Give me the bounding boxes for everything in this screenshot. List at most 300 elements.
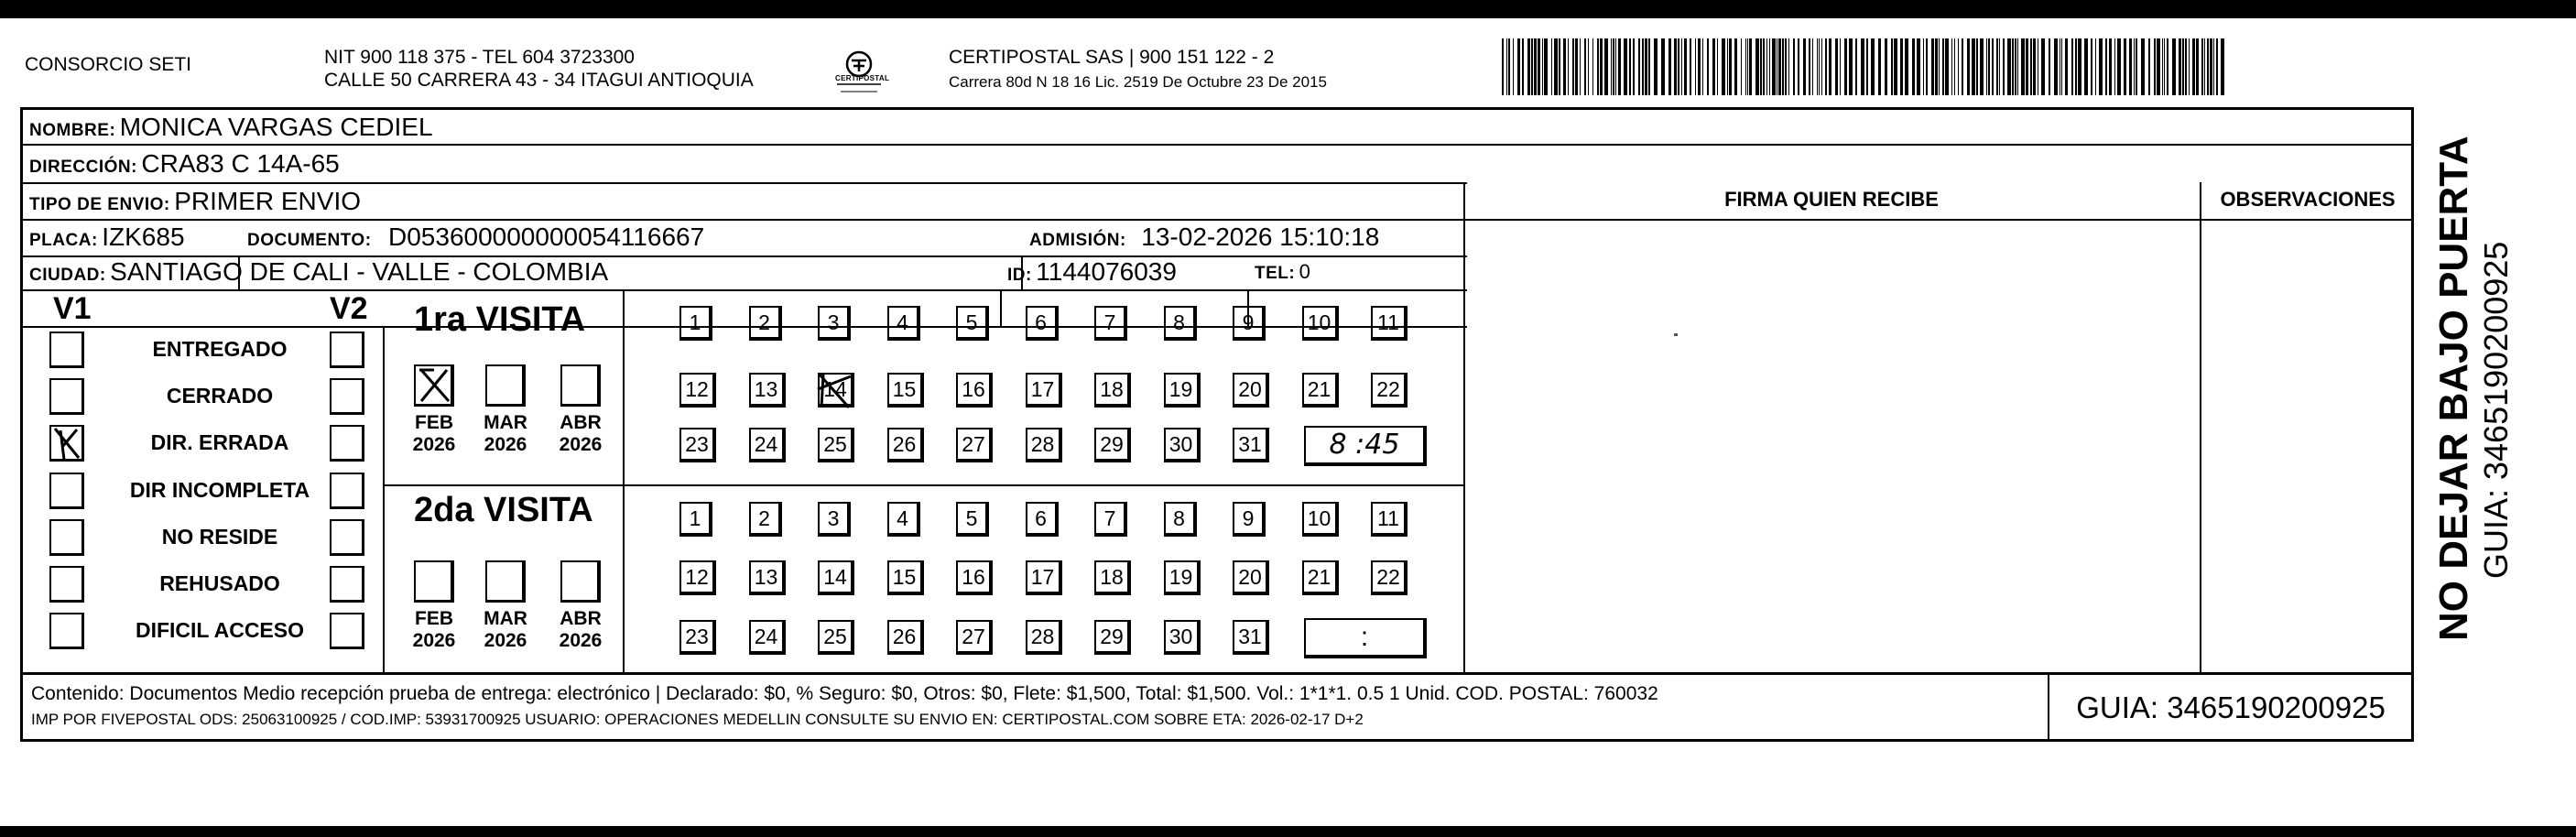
barcode-bar [1766, 38, 1767, 95]
barcode-bar [1844, 38, 1847, 95]
barcode-bar [2204, 38, 2205, 95]
barcode-bar [1945, 38, 1949, 95]
barcode-bar [2201, 38, 2203, 95]
barcode-bar [1891, 38, 1893, 95]
status-label: REHUSADO [159, 571, 280, 595]
day-checkbox[interactable]: 12 [679, 373, 716, 408]
barcode-bar [2049, 38, 2050, 95]
barcode-bar [2196, 38, 2199, 95]
barcode-bar [1517, 38, 1520, 95]
documento-row [247, 222, 704, 257]
day-checkbox[interactable]: 10 [1302, 502, 1339, 537]
month-checkbox[interactable] [560, 560, 601, 603]
month-label [553, 608, 608, 652]
day-checkbox[interactable]: 26 [887, 620, 924, 655]
barcode-bar [1527, 38, 1530, 95]
month-year: 2026 [412, 434, 456, 455]
nombre-value: MONICA VARGAS CEDIEL [119, 113, 433, 141]
month-name: ABR [560, 608, 602, 629]
barcode-bar [1835, 38, 1838, 95]
barcode-bar [1615, 38, 1616, 95]
v1-checkbox[interactable] [49, 613, 84, 649]
barcode-bar [1760, 38, 1762, 95]
barcode-bar [1972, 38, 1975, 95]
month-label [407, 412, 462, 456]
barcode-bar [1871, 38, 1875, 95]
v2-checkbox[interactable] [330, 332, 364, 368]
month-year: 2026 [559, 630, 603, 651]
barcode-bar [1912, 38, 1915, 95]
barcode-bar [2134, 38, 2135, 95]
barcode-bar [2114, 38, 2115, 95]
barcode-bar [2091, 38, 2092, 95]
id-label: ID: [1007, 266, 1032, 285]
status-label: ENTREGADO [152, 337, 288, 361]
rule [22, 219, 2412, 221]
day-checkbox[interactable]: 19 [1164, 373, 1201, 408]
status-label: DIR INCOMPLETA [129, 478, 310, 502]
day-checkbox[interactable]: 22 [1371, 560, 1408, 595]
barcode-bar [2185, 38, 2187, 95]
barcode-bar [1604, 38, 1608, 95]
day-checkbox[interactable]: 8 [1164, 306, 1197, 341]
day-checkbox[interactable]: 30 [1164, 620, 1201, 655]
logo-text: CERTIPOSTAL [835, 74, 890, 82]
day-checkbox[interactable]: 9 [1233, 502, 1266, 537]
barcode-bar [2061, 38, 2062, 95]
barcode-bar [1506, 38, 1507, 95]
barcode-bar [1722, 38, 1725, 95]
barcode-bar [1727, 38, 1728, 95]
day-checkbox[interactable]: 27 [956, 620, 993, 655]
barcode-bar [1923, 38, 1924, 95]
barcode-bar [2003, 38, 2005, 95]
documento-value: D053600000000054116667 [388, 223, 705, 251]
barcode-bar [1534, 38, 1537, 95]
month-year: 2026 [412, 630, 456, 651]
day-checkbox[interactable]: 1 [679, 502, 712, 537]
barcode-bar [1825, 38, 1827, 95]
barcode-bar [2162, 38, 2163, 95]
day-checkbox[interactable]: 18 [1094, 560, 1131, 595]
v1-checkbox[interactable] [49, 332, 84, 368]
tipo-row [29, 186, 361, 222]
day-checkbox[interactable]: 25 [818, 620, 854, 655]
top-edge-bar [0, 0, 2576, 18]
tipo-value: PRIMER ENVIO [174, 187, 362, 215]
v1-checkbox[interactable] [49, 425, 84, 462]
barcode-bar [1522, 38, 1524, 95]
barcode-bar [1648, 38, 1650, 95]
barcode-bar [1866, 38, 1868, 95]
barcode-bar [1812, 38, 1813, 95]
barcode-bar [1629, 38, 1631, 95]
day-checkbox[interactable]: 16 [956, 373, 993, 408]
barcode-bar [1885, 38, 1887, 95]
day-checkbox[interactable]: 4 [887, 502, 920, 537]
day-checkbox[interactable]: 21 [1302, 373, 1339, 408]
barcode-bar [1684, 38, 1687, 95]
sender-address: CALLE 50 CARRERA 43 - 34 ITAGUI ANTIOQUIA [324, 70, 754, 91]
barcode-bar [1642, 38, 1644, 95]
barcode-bar [1702, 38, 1703, 95]
documento-label: DOCUMENTO: [247, 231, 372, 250]
barcode-bar [1513, 38, 1514, 95]
day-checkbox[interactable]: 3 [818, 502, 851, 537]
direccion-row [29, 148, 340, 184]
barcode-bar [2179, 38, 2181, 95]
barcode-bar [1855, 38, 1857, 95]
day-checkbox[interactable]: 7 [1094, 306, 1127, 341]
day-checkbox[interactable]: 19 [1164, 560, 1201, 595]
day-checkbox[interactable]: 20 [1233, 373, 1269, 408]
barcode-bar [1580, 38, 1581, 95]
v2-checkbox[interactable] [330, 566, 364, 603]
barcode-bar [2148, 38, 2150, 95]
nombre-row [29, 112, 433, 147]
tel-label: TEL: [1255, 264, 1296, 283]
day-checkbox[interactable]: 11 [1371, 502, 1408, 537]
v1-checkbox[interactable] [49, 473, 84, 509]
month-year: 2026 [484, 630, 527, 651]
time-field[interactable]: : [1304, 618, 1427, 658]
barcode-bar [2041, 38, 2045, 95]
month-label [478, 608, 533, 652]
barcode [1502, 38, 2231, 95]
ciudad-row [29, 256, 608, 292]
v2-checkbox[interactable] [330, 613, 364, 649]
admision-row [1029, 222, 1379, 257]
barcode-bar [1538, 38, 1540, 95]
barcode-bar [1778, 38, 1781, 95]
day-checkbox[interactable]: 18 [1094, 373, 1131, 408]
barcode-bar [1668, 38, 1671, 95]
barcode-bar [2033, 38, 2036, 95]
barcode-bar [2105, 38, 2107, 95]
barcode-bar [1597, 38, 1599, 95]
day-checkbox[interactable]: 29 [1094, 620, 1131, 655]
barcode-bar [1613, 38, 1614, 95]
direccion-label: DIRECCIÓN: [29, 158, 137, 177]
firma-header: FIRMA QUIEN RECIBE [1724, 188, 1939, 211]
day-checkbox[interactable]: 3 [818, 306, 851, 341]
barcode-bar [2192, 38, 2195, 95]
rule [1463, 182, 1465, 674]
barcode-bar [2207, 38, 2209, 95]
barcode-bar [1531, 38, 1533, 95]
barcode-bar [1661, 38, 1665, 95]
barcode-bar [1638, 38, 1640, 95]
barcode-bar [1763, 38, 1765, 95]
barcode-bar [1798, 38, 1799, 95]
barcode-bar [1840, 38, 1841, 95]
barcode-bar [1554, 38, 1558, 95]
month-name: MAR [484, 608, 527, 629]
signature-dot [1674, 333, 1678, 336]
day-checkbox[interactable]: 28 [1026, 620, 1062, 655]
barcode-bar [1611, 38, 1612, 95]
barcode-bar [1572, 38, 1574, 95]
month-name: MAR [484, 412, 527, 433]
placa-value: IZK685 [102, 223, 185, 251]
barcode-bar [1563, 38, 1566, 95]
month-label [478, 412, 533, 456]
barcode-bar [1803, 38, 1806, 95]
barcode-bar [2213, 38, 2214, 95]
barcode-bar [1544, 38, 1548, 95]
barcode-bar [2221, 38, 2224, 95]
bottom-edge-bar [0, 826, 2576, 837]
barcode-bar [1749, 38, 1752, 95]
barcode-bar [1674, 38, 1677, 95]
observaciones-header: OBSERVACIONES [2220, 188, 2396, 211]
barcode-bar [1741, 38, 1742, 95]
id-row [1007, 256, 1177, 292]
barcode-bar [1782, 38, 1784, 95]
barcode-bar [1681, 38, 1682, 95]
barcode-bar [2109, 38, 2112, 95]
barcode-bar [2099, 38, 2103, 95]
day-checkbox[interactable]: 14 [818, 373, 854, 408]
month-name: FEB [415, 412, 453, 433]
tel-row [1255, 256, 1310, 290]
footer-line2: IMP POR FIVEPOSTAL ODS: 25063100925 / COD.IMP: 53931700925 USUARIO: OPERACIONES MEDELLIN CONSULTE SU ENVIO EN: CERTIPOSTAL.COM SOBRE ETA: 2026-02-17 D+2 [31, 711, 1364, 728]
status-label: DIFICIL ACCESO [135, 618, 304, 642]
barcode-bar [1772, 38, 1776, 95]
barcode-bar [1809, 38, 1810, 95]
placa-label: PLACA: [29, 231, 98, 250]
day-checkbox[interactable]: 11 [1371, 306, 1408, 341]
v2-label: V2 [330, 291, 368, 326]
day-checkbox[interactable]: 9 [1233, 306, 1266, 341]
month-checkbox[interactable] [414, 364, 454, 407]
barcode-bar [1829, 38, 1831, 95]
rule [623, 289, 625, 674]
day-checkbox[interactable]: 20 [1233, 560, 1269, 595]
month-checkbox[interactable] [414, 560, 454, 603]
placa-row [29, 222, 185, 257]
admision-label: ADMISIÓN: [1029, 231, 1126, 250]
barcode-bar [1894, 38, 1897, 95]
barcode-bar [2012, 38, 2014, 95]
barcode-bar [1861, 38, 1864, 95]
barcode-bar [1986, 38, 1987, 95]
day-checkbox[interactable]: 28 [1026, 428, 1062, 462]
barcode-bar [2172, 38, 2176, 95]
tel-value: 0 [1299, 260, 1311, 283]
day-checkbox[interactable]: 5 [956, 502, 989, 537]
x-mark-icon [814, 371, 856, 411]
barcode-bar [1645, 38, 1647, 95]
barcode-bar [1559, 38, 1560, 95]
logo-icon [831, 46, 886, 99]
day-checkbox[interactable]: 10 [1302, 306, 1339, 341]
barcode-bar [1942, 38, 1944, 95]
day-checkbox[interactable]: 16 [956, 560, 993, 595]
day-checkbox[interactable]: 31 [1233, 428, 1269, 462]
v2-checkbox[interactable] [330, 425, 364, 462]
rule [2200, 182, 2201, 674]
barcode-bar [1817, 38, 1818, 95]
barcode-bar [1769, 38, 1770, 95]
barcode-bar [1939, 38, 1940, 95]
barcode-bar [1588, 38, 1589, 95]
month-checkbox[interactable] [485, 364, 526, 407]
barcode-bar [2182, 38, 2184, 95]
barcode-bar [2084, 38, 2088, 95]
barcode-bar [1900, 38, 1903, 95]
barcode-bar [1624, 38, 1627, 95]
barcode-bar [1654, 38, 1658, 95]
day-checkbox[interactable]: 22 [1371, 373, 1408, 408]
barcode-bar [2117, 38, 2121, 95]
barcode-bar [1729, 38, 1732, 95]
barcode-bar [2071, 38, 2073, 95]
day-checkbox[interactable]: 21 [1302, 560, 1339, 595]
day-checkbox[interactable]: 6 [1026, 306, 1059, 341]
side-guia: GUIA: 3465190200925 [2477, 241, 2515, 579]
barcode-bar [1618, 38, 1621, 95]
barcode-bar [1633, 38, 1635, 95]
barcode-bar [2026, 38, 2028, 95]
barcode-bar [2136, 38, 2137, 95]
rule [1000, 289, 1002, 326]
v2-checkbox[interactable] [330, 473, 364, 509]
day-checkbox[interactable]: 24 [749, 620, 786, 655]
status-label: CERRADO [166, 384, 274, 408]
day-checkbox[interactable]: 17 [1026, 560, 1062, 595]
day-checkbox[interactable]: 4 [887, 306, 920, 341]
barcode-bar [1592, 38, 1593, 95]
barcode-bar [2065, 38, 2068, 95]
barcode-bar [1962, 38, 1963, 95]
day-checkbox[interactable]: 2 [749, 306, 782, 341]
barcode-bar [1712, 38, 1715, 95]
barcode-bar [2141, 38, 2145, 95]
day-checkbox[interactable]: 13 [749, 560, 786, 595]
day-checkbox[interactable]: 12 [679, 560, 716, 595]
barcode-bar [1551, 38, 1552, 95]
barcode-bar [1695, 38, 1696, 95]
v1-checkbox[interactable] [49, 378, 84, 415]
ciudad-value: SANTIAGO DE CALI - VALLE - COLOMBIA [110, 257, 609, 286]
barcode-bar [1698, 38, 1701, 95]
barcode-bar [2017, 38, 2018, 95]
day-checkbox[interactable]: 14 [818, 560, 854, 595]
v1-checkbox[interactable] [49, 519, 84, 556]
day-checkbox[interactable]: 31 [1233, 620, 1269, 655]
day-checkbox[interactable]: 17 [1026, 373, 1062, 408]
month-year: 2026 [484, 434, 527, 455]
barcode-bar [1935, 38, 1938, 95]
time-field[interactable]: 8 :45 [1304, 426, 1427, 466]
barcode-bar [1905, 38, 1908, 95]
visit-title: 1ra VISITA [414, 300, 586, 339]
day-checkbox[interactable]: 13 [749, 373, 786, 408]
visit-title: 2da VISITA [414, 491, 593, 529]
barcode-bar [1785, 38, 1787, 95]
tipo-label: TIPO DE ENVIO: [29, 195, 170, 214]
barcode-bar [1707, 38, 1709, 95]
rule [383, 326, 385, 674]
day-checkbox[interactable]: 7 [1094, 502, 1127, 537]
day-checkbox[interactable]: 5 [956, 306, 989, 341]
barcode-bar [2157, 38, 2160, 95]
ciudad-label: CIUDAD: [29, 266, 106, 285]
day-checkbox[interactable]: 30 [1164, 428, 1201, 462]
barcode-bar [1849, 38, 1853, 95]
direccion-value: CRA83 C 14A-65 [141, 149, 340, 178]
day-checkbox[interactable]: 27 [956, 428, 993, 462]
day-checkbox[interactable]: 15 [887, 373, 924, 408]
v2-checkbox[interactable] [330, 378, 364, 415]
day-checkbox[interactable]: 25 [818, 428, 854, 462]
month-label [553, 412, 608, 456]
rule [385, 484, 1465, 486]
barcode-bar [1821, 38, 1822, 95]
barcode-bar [1502, 38, 1504, 95]
footer-guia: GUIA: 3465190200925 [2076, 690, 2386, 724]
barcode-bar [1600, 38, 1603, 95]
v1-checkbox[interactable] [49, 566, 84, 603]
barcode-bar [2167, 38, 2168, 95]
barcode-bar [2164, 38, 2165, 95]
month-checkbox[interactable] [485, 560, 526, 603]
day-checkbox[interactable]: 1 [679, 306, 712, 341]
barcode-bar [1931, 38, 1934, 95]
day-checkbox[interactable]: 6 [1026, 502, 1059, 537]
month-year: 2026 [559, 434, 603, 455]
barcode-bar [1542, 38, 1543, 95]
barcode-bar [1926, 38, 1928, 95]
month-checkbox[interactable] [560, 364, 601, 407]
day-checkbox[interactable]: 8 [1164, 502, 1197, 537]
barcode-bar [1951, 38, 1952, 95]
barcode-bar [1967, 38, 1970, 95]
sender-nit: NIT 900 118 375 - TEL 604 3723300 [324, 47, 635, 68]
barcode-bar [2124, 38, 2126, 95]
id-value: 1144076039 [1036, 257, 1177, 286]
x-mark-icon [416, 366, 452, 405]
barcode-bar [1745, 38, 1746, 95]
day-checkbox[interactable]: 24 [749, 428, 786, 462]
barcode-bar [1954, 38, 1955, 95]
v2-checkbox[interactable] [330, 519, 364, 556]
barcode-bar [1717, 38, 1718, 95]
barcode-bar [2075, 38, 2077, 95]
day-checkbox[interactable]: 23 [679, 620, 716, 655]
month-name: ABR [560, 412, 602, 433]
barcode-bar [2030, 38, 2032, 95]
month-label [407, 608, 462, 652]
day-checkbox[interactable]: 15 [887, 560, 924, 595]
day-checkbox[interactable]: 23 [679, 428, 716, 462]
barcode-bar [2154, 38, 2156, 95]
barcode-bar [1747, 38, 1748, 95]
barcode-bar [1996, 38, 1998, 95]
barcode-bar [1734, 38, 1737, 95]
barcode-bar [1508, 38, 1510, 95]
day-checkbox[interactable]: 26 [887, 428, 924, 462]
footer-line1: Contenido: Documentos Medio recepción prueba de entrega: electrónico | Declarado: $0, % Seguro: $0, Otros: $0, Flete: $1,500, Total: $1,500. Vol.: 1*1*1. 0.5 1 Unid. COD. POSTAL: 760032 [31, 683, 1658, 704]
month-name: FEB [415, 608, 453, 629]
day-checkbox[interactable]: 29 [1094, 428, 1131, 462]
barcode-bar [1678, 38, 1679, 95]
barcode-bar [1980, 38, 1984, 95]
barcode-bar [2129, 38, 2132, 95]
barcode-bar [2095, 38, 2096, 95]
day-checkbox[interactable]: 2 [749, 502, 782, 537]
